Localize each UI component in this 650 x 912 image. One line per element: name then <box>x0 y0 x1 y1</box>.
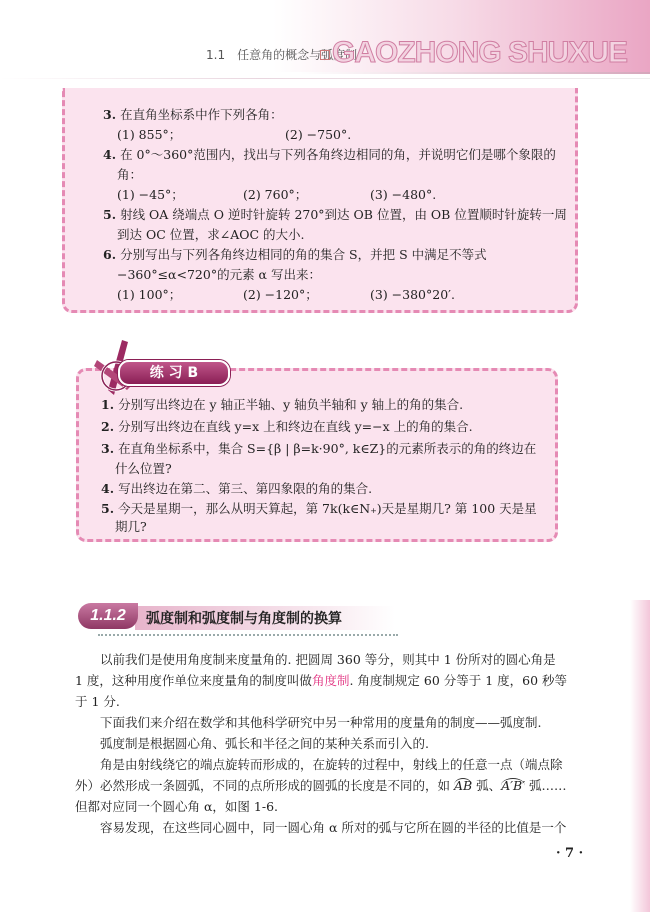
exercise-b-5-cont: 期几? <box>115 519 147 534</box>
side-decoration <box>630 600 650 912</box>
exercise-box-a <box>62 88 578 313</box>
paragraph-line: 但都对应同一个圆心角 α，如图 1-6. <box>75 799 278 814</box>
exercise-3-part2: (2) −750°. <box>285 127 352 142</box>
page-number: · 7 · <box>556 846 584 861</box>
section-title: 弧度制和弧度制与角度制的换算 <box>146 611 342 627</box>
arc-a-prime-b-prime: A′B′ <box>501 778 526 793</box>
exercise-4-part1: (1) −45°； <box>117 187 184 202</box>
term-highlight: 角度制 <box>311 673 350 688</box>
exercise-b-badge: 练 习 B <box>118 360 230 386</box>
exercise-3: 3. 在直角坐标系中作下列各角： <box>103 107 283 122</box>
paragraph-line: 1 度，这种用度作单位来度量角的制度叫做角度制. 角度制规定 60 分等于 1 度，60 秒等 <box>75 673 568 688</box>
exercise-4-cont: 角： <box>117 167 143 182</box>
paragraph-line: 外）必然形成一条圆弧，不同的点所形成的圆弧的长度是不同的，如 AB 弧、A′B′ 弧…… <box>75 778 567 793</box>
square-icon <box>320 50 330 60</box>
exercise-5-cont: 到达 OC 位置，求∠AOC 的大小. <box>117 227 305 242</box>
paragraph-line: 弧度制是根据圆心角、弧长和半径之间的某种关系而引入的. <box>100 736 429 751</box>
exercise-4: 4. 在 0°～360°范围内，找出与下列各角终边相同的角，并说明它们是哪个象限的 <box>103 147 556 162</box>
header-divider <box>0 78 650 79</box>
running-header: 1.1 任意角的概念与弧度制 <box>206 48 358 62</box>
exercise-b-3-cont: 什么位置? <box>115 461 172 476</box>
paragraph-line: 下面我们来介绍在数学和其他科学研究中另一种常用的度量角的制度——弧度制. <box>100 715 542 730</box>
exercise-6-part1: (1) 100°； <box>117 287 182 302</box>
paragraph-line: 容易发现，在这些同心圆中，同一圆心角 α 所对的弧与它所在圆的半径的比值是一个 <box>100 820 567 835</box>
exercise-b-1: 1. 分别写出终边在 y 轴正半轴、y 轴负半轴和 y 轴上的角的集合. <box>101 397 464 412</box>
paragraph-line: 角是由射线绕它的端点旋转而形成的，在旋转的过程中，射线上的任意一点（端点除 <box>100 757 563 772</box>
series-logo: GAOZHONG SHUXUE <box>332 36 628 69</box>
exercise-b-5: 5. 今天是星期一，那么从明天算起，第 7k(k∈N₊)天是星期几? 第 100 天是星 <box>101 501 537 516</box>
exercise-b-4: 4. 写出终边在第二、第三、第四象限的角的集合. <box>101 481 373 496</box>
exercise-b-2: 2. 分别写出终边在直线 y=x 上和终边在直线 y=−x 上的角的集合. <box>101 419 473 434</box>
exercise-6: 6. 分别写出与下列各角终边相同的角的集合 S，并把 S 中满足不等式 <box>103 247 487 262</box>
exercise-box-b <box>76 368 558 542</box>
paragraph-line: 于 1 分. <box>75 694 120 709</box>
section-number: 1.1.2 <box>78 603 138 629</box>
arc-ab: AB <box>453 778 473 793</box>
exercise-5: 5. 射线 OA 绕端点 O 逆时针旋转 270°到达 OB 位置，由 OB 位置顺时针旋转一周 <box>103 207 567 222</box>
paragraph-line: 以前我们是使用角度制来度量角的. 把圆周 360 等分，则其中 1 份所对的圆心角是 <box>100 652 556 667</box>
exercise-b-3: 3. 在直角坐标系中，集合 S={β | β=k·90°, k∈Z}的元素所表示的角的终边在 <box>101 441 537 456</box>
exercise-6-part3: (3) −380°20′. <box>370 287 455 302</box>
section-dotted-rule <box>98 634 398 636</box>
exercise-4-part2: (2) 760°； <box>243 187 308 202</box>
exercise-3-part1: (1) 855°； <box>117 127 182 142</box>
exercise-6-cont: −360°≤α<720°的元素 α 写出来： <box>117 267 321 282</box>
exercise-6-part2: (2) −120°； <box>243 287 318 302</box>
exercise-4-part3: (3) −480°. <box>370 187 437 202</box>
